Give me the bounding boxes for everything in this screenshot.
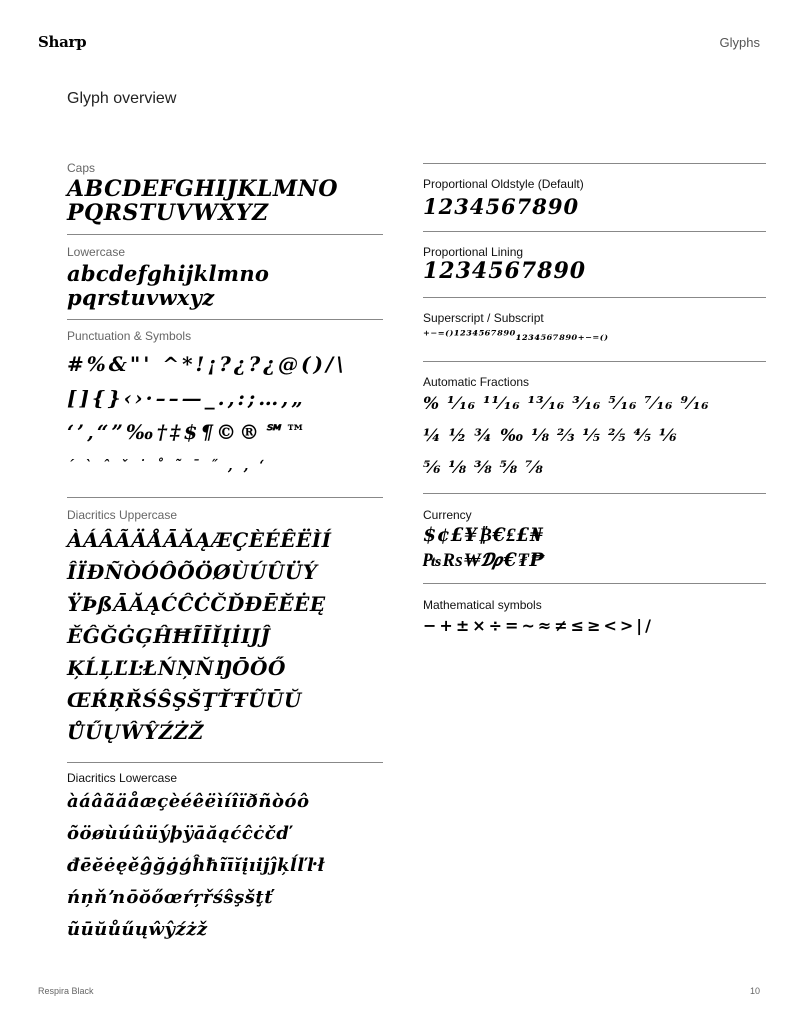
section-label: Glyphs [719, 35, 760, 50]
punctuation-line-3: ‘’‚“”‰†‡$¶©®℠™ [67, 420, 309, 444]
fractions-line-1: % ¹⁄₁₆ ¹¹⁄₁₆ ¹³⁄₁₆ ³⁄₁₆ ⁵⁄₁₆ ⁷⁄₁₆ ⁹⁄₁₆ [423, 394, 710, 414]
divider [423, 297, 766, 298]
lowercase-label: Lowercase [67, 245, 126, 259]
diacritics-lower-line-5: ũūŭůűųŵŷźżž [67, 919, 208, 940]
diacritics-uppercase-label: Diacritics Uppercase [67, 508, 178, 522]
math-symbols: −+±×÷=~≈≠≤≥<>|/ [423, 616, 654, 635]
diacritics-upper-line-4: ĚĜĞĠĢĤĦĨĪĬĮİĲĴ [67, 624, 271, 648]
lining-label: Proportional Lining [423, 245, 524, 259]
supsub-label: Superscript / Subscript [423, 311, 544, 325]
math-label: Mathematical symbols [423, 598, 542, 612]
punctuation-label: Punctuation & Symbols [67, 329, 192, 343]
diacritics-upper-line-7: ŮŰŲŴŶŹŻŽ [67, 720, 204, 744]
divider [423, 231, 766, 232]
diacritics-lower-line-3: đēĕėęěĝğġģĥħĩīĭįıĳĵķĺľŀł [67, 855, 325, 876]
caps-label: Caps [67, 161, 96, 175]
punctuation-line-4: ´ ` ˆ ˇ ˙ ˚ ˜ ¯ ˝ , , ‘ [67, 458, 268, 474]
diacritics-upper-line-2: ÎÏÐÑÒÓÔÕÖØÙÚÛÜÝ [67, 560, 318, 584]
fractions-line-3: ⅚ ⅛ ⅜ ⅝ ⅞ [423, 458, 544, 478]
diacritics-lower-line-2: õöøùúûüýþÿāăąćĉċčď [67, 823, 290, 844]
punctuation-line-2: []{}‹›·––—_.,:;…,„ [67, 386, 306, 410]
caps-line-2: PQRSTUVWXYZ [67, 200, 269, 226]
currency-label: Currency [423, 508, 472, 522]
divider [423, 583, 766, 584]
oldstyle-figures: 1234567890 [423, 194, 580, 219]
fractions-label: Automatic Fractions [423, 375, 530, 389]
lining-figures: 1234567890 [423, 258, 587, 284]
divider [423, 163, 766, 164]
diacritics-upper-line-3: ŸÞßĀĂĄĆĈĊČĎĐĒĔĖĘ [67, 592, 326, 616]
divider [67, 319, 383, 320]
supsub-figures: ⁺⁻⁼⁽⁾¹²³⁴⁵⁶⁷⁸⁹⁰₁₂₃₄₅₆₇₈₉₀₊₋₌₍₎ [423, 329, 609, 344]
page-number: 10 [749, 986, 760, 996]
lowercase-line-1: abcdefghijklmno [67, 261, 270, 286]
lowercase-line-2: pqrstuvwxyz [67, 285, 215, 310]
caps-line-1: ABCDEFGHIJKLMNO [67, 176, 339, 202]
divider [67, 234, 383, 235]
divider [67, 497, 383, 498]
diacritics-lower-line-1: àáâãäåæçèéêëìíîïðñòóô [67, 791, 310, 812]
divider [67, 762, 383, 763]
diacritics-lower-line-4: ńņňŉōŏőœŕŗřśŝşšţť [67, 887, 274, 908]
footer-font-name: Respira Black [38, 986, 94, 996]
punctuation-line-1: #%&"' ^*!¡?¿?¿@()/\ [67, 352, 347, 376]
diacritics-upper-line-6: ŒŔŖŘŚŜŞŠŢŤŦŨŪŬ [67, 688, 302, 712]
brand-logo: Sharp [38, 33, 87, 51]
currency-line-2: ₧₨₩₯€₮₱ [423, 549, 545, 571]
diacritics-lowercase-label: Diacritics Lowercase [67, 771, 178, 785]
divider [423, 361, 766, 362]
oldstyle-label: Proportional Oldstyle (Default) [423, 177, 584, 191]
fractions-line-2: ¼ ½ ¾ ‰ ⅛ ⅔ ⅕ ⅖ ⅘ ⅙ [423, 426, 678, 446]
diacritics-upper-line-1: ÀÁÂÃÄÅĀĂĄÆÇÈÉÊËÌÍ [67, 528, 332, 552]
currency-line-1: $¢£¥₿€₤£₦ [423, 524, 544, 546]
diacritics-upper-line-5: ĶĹĻĽĿŁŃŅŇŊŌŎŐ [67, 656, 286, 680]
page-title: Glyph overview [67, 90, 177, 107]
divider [423, 493, 766, 494]
